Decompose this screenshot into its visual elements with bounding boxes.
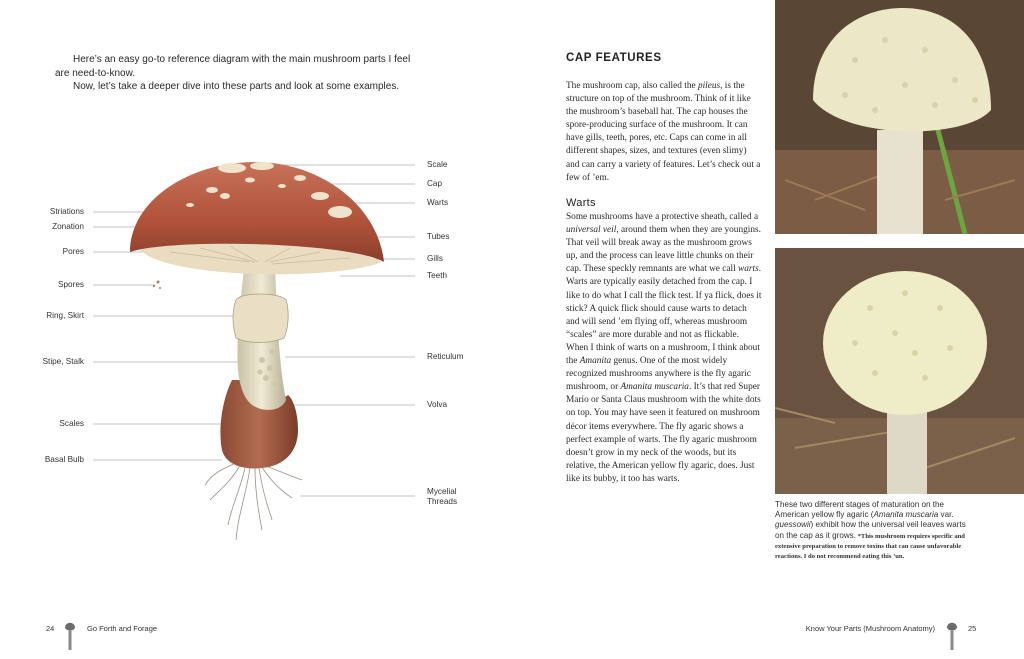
label-basal-bulb: Basal Bulb — [44, 455, 84, 464]
mycelial-threads — [205, 463, 302, 540]
intro-line-1: Here’s an easy go-to reference diagram with the main mushroom parts I feel are need-to-know. — [55, 54, 411, 79]
right-page-number: 25 — [968, 624, 977, 633]
left-running-title: Go Forth and Forage — [87, 624, 158, 633]
label-warts: Warts — [427, 198, 449, 207]
label-pores: Pores — [62, 247, 84, 256]
text-run-italic: Amanita muscaria — [620, 382, 689, 393]
text-run: . It’s that red Super Mario or Santa Claus mushroom with the white dots on top. You may have seen it featured on mushroom décor items everywhere. The fly agaric shows a perfect example of warts. The fly agaric mushroom doesn’t grow in my neck of the woods, but its relative, the American yellow fly agaric, does. Just like its bubby, it too has warts. — [566, 382, 761, 484]
intro-line-2: Now, let’s take a deeper dive into these parts and look at some examples. — [73, 81, 400, 92]
label-striations: Striations — [49, 207, 84, 216]
photo-young-amanita — [775, 248, 1024, 494]
label-spores: Spores — [58, 280, 84, 289]
label-teeth: Teeth — [427, 271, 448, 280]
text-run: , around them when they are youngins. That veil will break away as the mushroom grows up, and the process can leave little chunks on their cap. These speckly remnants are what we call — [566, 225, 761, 275]
text-run-italic: Amanita — [579, 356, 612, 367]
label-zonation: Zonation — [52, 222, 84, 231]
text-run-italic: pileus — [697, 81, 721, 91]
label-scales: Scales — [59, 419, 84, 428]
text-run: Some mushrooms have a protective sheath, called a — [566, 212, 759, 222]
photo-mature-amanita — [775, 0, 1024, 234]
label-threads: Threads — [427, 497, 458, 506]
text-run-italic: universal veil — [566, 225, 617, 236]
label-ring-skirt: Ring, Skirt — [46, 311, 84, 320]
text-run: ) exhibit how the universal veil leaves warts on the cap as it grows. — [775, 520, 966, 540]
photo-caption — [775, 500, 975, 561]
caption-note: *This mushroom requires specific and extensive preparation to remove toxins that can cause unfavorable reactions. I do not recommend eating this ’un. — [775, 532, 965, 561]
intro-text — [55, 53, 415, 94]
text-run-italic: Amanita muscaria — [873, 510, 939, 520]
label-cap: Cap — [427, 179, 443, 188]
text-run: . Warts are typically easily detached from the cap. I like to do what I call the flick test. If ya flick, does it stick? A quick flick should cause warts to detach and will send ’em flying off, whereas mushroom “scales” are more durable and not as flickable. When I think of warts on a mushroom, I think about the — [566, 264, 762, 367]
warts-paragraph — [566, 211, 762, 486]
right-running-title: Know Your Parts (Mushroom Anatomy) — [805, 624, 935, 633]
label-stipe-stalk: Stipe, Stalk — [42, 357, 84, 366]
text-run: genus. One of the most widely recognized mushrooms anywhere is the fly agaric mushroom, or — [566, 356, 751, 393]
text-run: , is the structure on top of the mushroom. Think of it like the mushroom’s baseball hat. The cap houses the spore-producing surface of the mushroom. It can have gills, teeth, pores, etc. Caps can come in all different shapes, sizes, and textures (even slimy) and can carry a variety of features. Let’s check out a few of ’em. — [566, 81, 761, 183]
label-reticulum: Reticulum — [427, 352, 464, 361]
label-volva: Volva — [427, 400, 448, 409]
text-run-italic: guessowii — [775, 520, 811, 530]
mushroom-footer-icon — [946, 618, 958, 657]
text-run: The mushroom cap, also called the — [566, 81, 698, 91]
warts-heading: Warts — [566, 197, 596, 209]
text-run: var. — [938, 510, 954, 520]
label-tubes: Tubes — [427, 232, 450, 241]
cap-features-heading: CAP FEATURES — [566, 52, 662, 64]
text-run: These two different stages of maturation on the American yellow fly agaric ( — [775, 500, 945, 520]
text-run-italic: warts — [738, 264, 759, 275]
left-page-number: 24 — [46, 624, 55, 633]
ring — [233, 294, 288, 343]
label-gills: Gills — [427, 254, 443, 263]
mushroom-anatomy-diagram — [0, 140, 470, 550]
label-mycelial: Mycelial — [427, 487, 457, 496]
mushroom-footer-icon — [64, 618, 76, 657]
label-scale: Scale — [427, 160, 448, 169]
cap-features-paragraph — [566, 80, 762, 185]
